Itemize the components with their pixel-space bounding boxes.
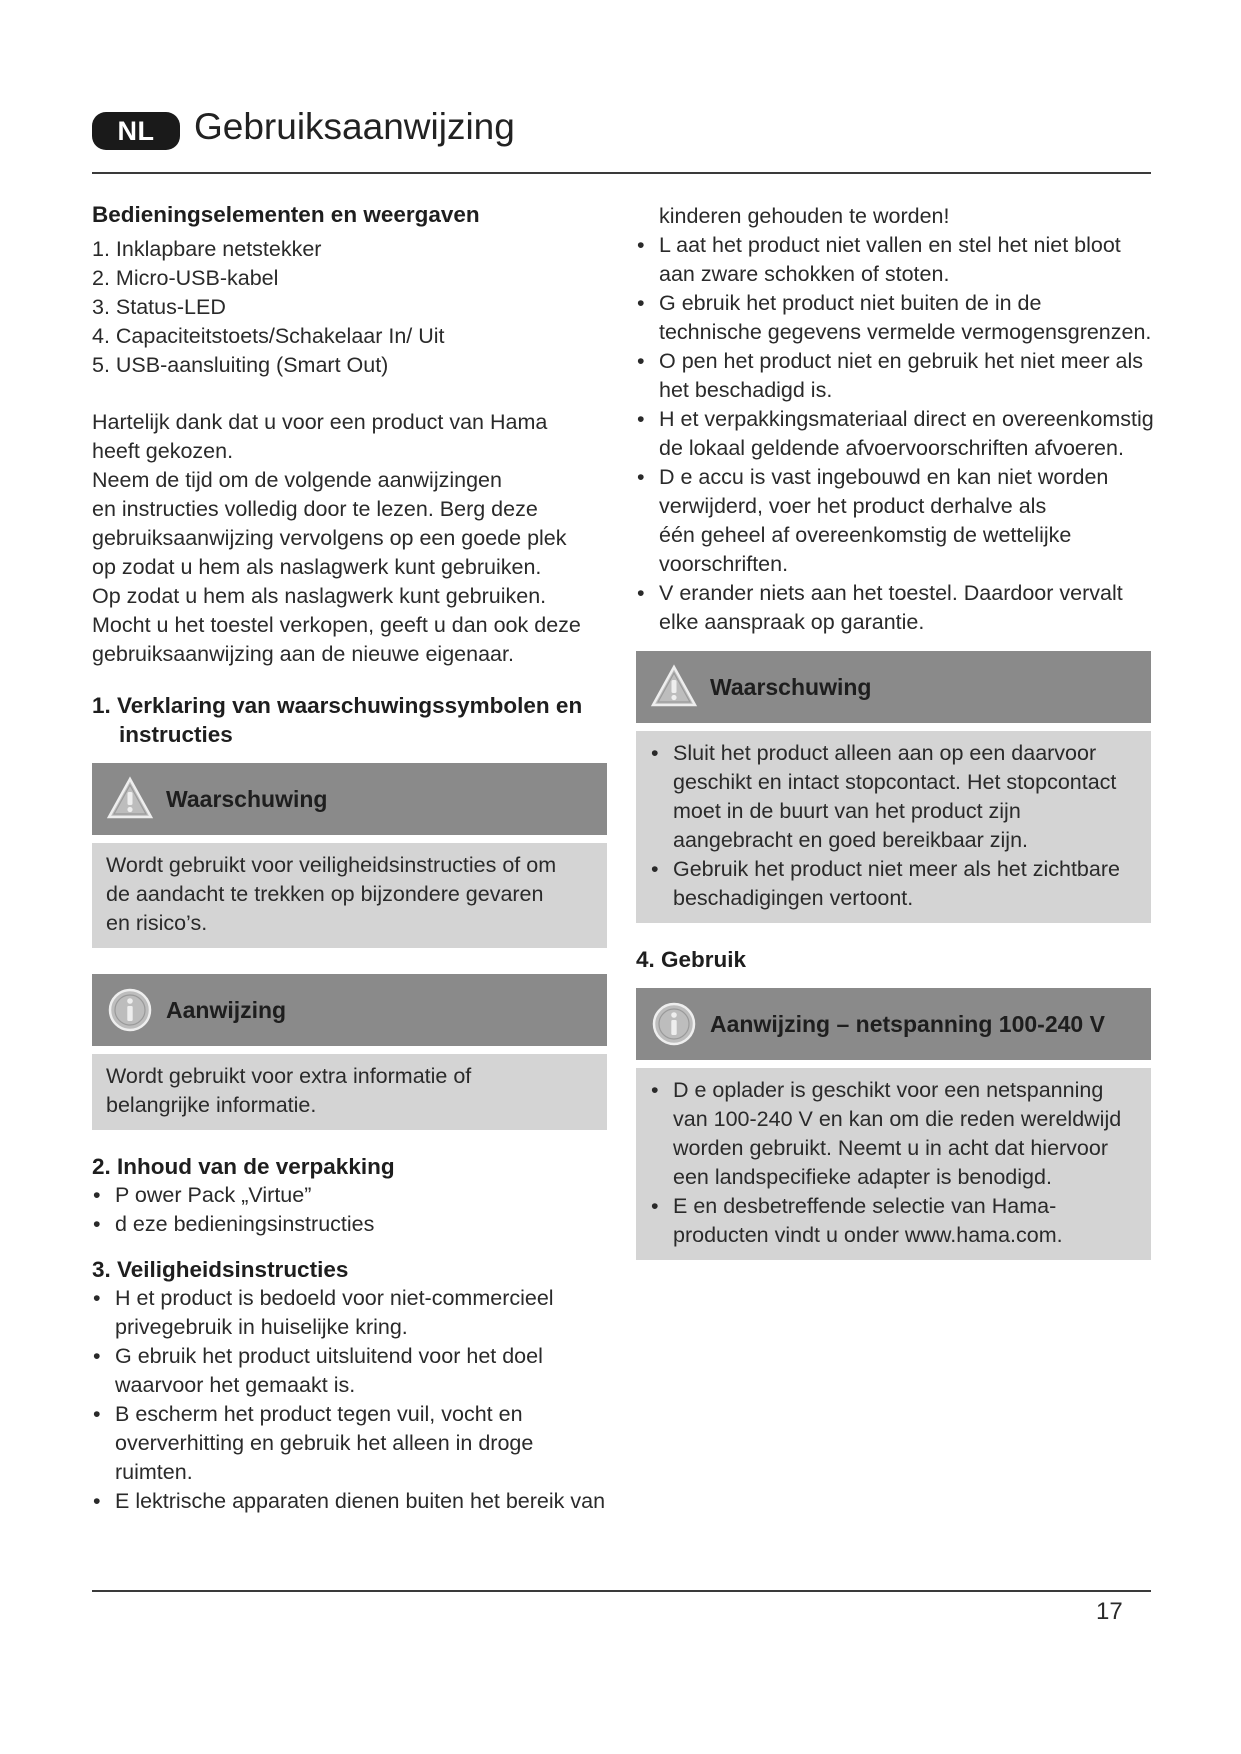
- intro-text: [92, 408, 632, 669]
- warning-box-power: [636, 651, 1151, 923]
- text-line: Neem de tijd om de volgende aanwijzingen: [92, 468, 502, 492]
- safety-list: [92, 1284, 632, 1516]
- list-item: • D e oplader is geschikt voor een netspanning van 100-240 V en kan om die reden wereldwijd worden gebruikt. Neemt u in acht dat hiervoor een landspecifieke adapter is benodigd.: [651, 1078, 1122, 1189]
- list-item: • E en desbetreffende selectie van Hama- producten vindt u onder www.hama.com.: [651, 1194, 1063, 1247]
- note-box-body: [636, 1068, 1151, 1260]
- section1-heading-cont: instructies: [119, 722, 233, 747]
- text-line: en risico’s.: [106, 911, 208, 935]
- text-line: Wordt gebruikt voor extra informatie of: [106, 1064, 472, 1088]
- text-line: Hartelijk dank dat u voor een product van Hama: [92, 410, 548, 434]
- note-list: [650, 1076, 1137, 1250]
- list-item: • B escherm het product tegen vuil, vocht en oververhitting en gebruik het alleen in droge ruimten.: [93, 1402, 534, 1484]
- warning-box-body: [636, 731, 1151, 923]
- safety-list-continued: [636, 231, 1156, 637]
- list-item: • P ower Pack „Virtue”: [93, 1183, 312, 1207]
- package-contents-list: [92, 1181, 632, 1239]
- section2-heading: 2. Inhoud van de verpakking: [92, 1154, 395, 1179]
- warning-list: [650, 739, 1137, 913]
- right-column: [636, 202, 1156, 1260]
- page-number: 17: [1096, 1598, 1123, 1625]
- list-item: • Gebruik het product niet meer als het zichtbare beschadigingen vertoont.: [651, 857, 1120, 910]
- left-column: [92, 200, 632, 1516]
- list-item: 1. Inklapbare netstekker: [92, 237, 322, 261]
- list-item: • Sluit het product alleen aan op een daarvoor geschikt en intact stopcontact. Het stopcontact moet in de buurt van het product zijn aangebracht en goed bereikbaar zijn.: [651, 741, 1117, 852]
- note-box: [92, 974, 607, 1130]
- list-item: • G ebruik het product niet buiten de in de technische gegevens vermelde vermogensgrenzen.: [637, 291, 1152, 344]
- section4-heading: 4. Gebruik: [636, 947, 747, 972]
- info-icon: [106, 986, 154, 1034]
- list-item: • E lektrische apparaten dienen buiten het bereik van: [93, 1489, 606, 1513]
- controls-list: [92, 235, 632, 380]
- section1-heading: 1. Verklaring van waarschuwingssymbolen en: [92, 693, 583, 718]
- language-badge: NL: [92, 112, 180, 150]
- note-box-header: [92, 974, 607, 1046]
- text-line: Op zodat u hem als naslagwerk kunt gebruiken.: [92, 584, 547, 608]
- list-item: 5. USB-aansluiting (Smart Out): [92, 353, 389, 377]
- list-item: 3. Status-LED: [92, 295, 226, 319]
- text-line: de aandacht te trekken op bijzondere gevaren: [106, 882, 544, 906]
- list-item: • O pen het product niet en gebruik het niet meer als het beschadigd is.: [637, 349, 1144, 402]
- text-line: Wordt gebruikt voor veiligheidsinstructies of om: [106, 853, 557, 877]
- text-line: en instructies volledig door te lezen. Berg deze: [92, 497, 538, 521]
- warning-triangle-icon: [106, 775, 154, 823]
- list-item: • H et product is bedoeld voor niet-commercieel privegebruik in huiselijke kring.: [93, 1286, 554, 1339]
- text-line: Mocht u het toestel verkopen, geeft u dan ook deze: [92, 613, 581, 637]
- text-line: gebruiksaanwijzing aan de nieuwe eigenaar.: [92, 642, 514, 666]
- list-item: • H et verpakkingsmateriaal direct en overeenkomstig de lokaal geldende afvoervoorschriften afvoeren.: [637, 407, 1154, 460]
- list-item: • V erander niets aan het toestel. Daardoor vervalt elke aanspraak op garantie.: [637, 581, 1123, 634]
- list-item: • L aat het product niet vallen en stel het niet bloot aan zware schokken of stoten.: [637, 233, 1121, 286]
- info-icon: [650, 1000, 698, 1048]
- warning-box-body: [92, 843, 607, 948]
- note-box-header: [636, 988, 1151, 1060]
- text-line: op zodat u hem als naslagwerk kunt gebruiken.: [92, 555, 542, 579]
- warning-box-header: [92, 763, 607, 835]
- warning-triangle-icon: [650, 663, 698, 711]
- warning-title: Waarschuwing: [166, 785, 328, 812]
- text-line: heeft gekozen.: [92, 439, 234, 463]
- note-box-body: [92, 1054, 607, 1130]
- warning-title: Waarschuwing: [710, 673, 872, 700]
- list-item: 2. Micro-USB-kabel: [92, 266, 279, 290]
- note-box-voltage: [636, 988, 1151, 1260]
- section3-heading: 3. Veiligheidsinstructies: [92, 1257, 349, 1282]
- header-divider: [92, 172, 1151, 174]
- warning-box-header: [636, 651, 1151, 723]
- text-line: gebruiksaanwijzing vervolgens op een goede plek: [92, 526, 567, 550]
- text-line: belangrijke informatie.: [106, 1093, 317, 1117]
- note-title: Aanwijzing – netspanning 100-240 V: [710, 1010, 1105, 1037]
- controls-heading: Bedieningselementen en weergaven: [92, 202, 480, 227]
- warning-box: [92, 763, 607, 948]
- continuation-text: kinderen gehouden te worden!: [659, 204, 950, 228]
- note-title: Aanwijzing: [166, 996, 287, 1023]
- list-item: • d eze bedieningsinstructies: [93, 1212, 375, 1236]
- list-item: 4. Capaciteitstoets/Schakelaar In/ Uit: [92, 324, 445, 348]
- footer-divider: [92, 1590, 1151, 1592]
- page-header: [92, 108, 1151, 176]
- list-item: • D e accu is vast ingebouwd en kan niet worden verwijderd, voer het product derhalve als één geheel af overeenkomstig de wettelijke voorschriften.: [637, 465, 1109, 576]
- page-title: Gebruiksaanwijzing: [194, 106, 515, 147]
- list-item: • G ebruik het product uitsluitend voor het doel waarvoor het gemaakt is.: [93, 1344, 543, 1397]
